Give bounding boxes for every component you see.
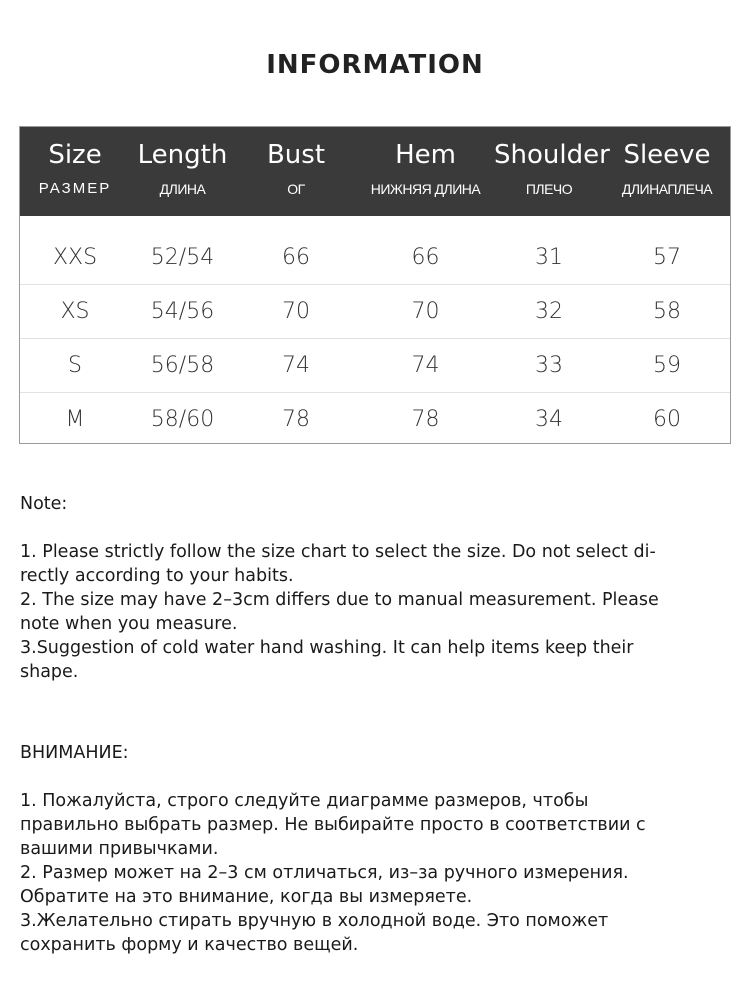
note-english: [20, 492, 720, 684]
cell-size: S: [68, 353, 82, 378]
note-russian: [20, 741, 720, 957]
header-sleeve-en: Sleeve: [623, 140, 711, 170]
cell-hem: 74: [411, 353, 440, 378]
table-row: [20, 339, 730, 393]
note-line: 1. Пожалуйста, строго следуйте диаграмме размеров, чтобы: [20, 791, 589, 811]
cell-length: 52/54: [150, 245, 215, 270]
cell-sleeve: 57: [653, 245, 681, 270]
header-shoulder-en: Shoulder: [494, 140, 610, 170]
cell-shoulder: 32: [535, 299, 563, 324]
header-sleeve-ru: ДЛИНАПЛЕЧА: [621, 181, 713, 197]
table-row: [20, 393, 730, 447]
note-heading: ВНИМАНИЕ:: [20, 743, 129, 763]
note-line: 2. The size may have 2–3cm differs due to manual measurement. Please: [20, 590, 659, 610]
cell-sleeve: 60: [653, 407, 681, 432]
table-row: [20, 285, 730, 339]
header-bust: [235, 127, 357, 216]
cell-hem: 78: [411, 407, 440, 432]
cell-size: M: [65, 407, 85, 432]
cell-bust: 78: [282, 407, 310, 432]
cell-sleeve: 58: [653, 299, 681, 324]
note-line: shape.: [20, 662, 79, 682]
cell-length: 58/60: [150, 407, 215, 432]
header-size-ru: РАЗМЕР: [38, 180, 112, 197]
note-heading: Note:: [20, 494, 68, 514]
note-line: rectly according to your habits.: [20, 566, 294, 586]
header-length-ru: ДЛИНА: [159, 181, 206, 197]
cell-hem: 70: [411, 299, 440, 324]
cell-size: XXS: [52, 245, 98, 270]
note-line: вашими привычками.: [20, 839, 219, 859]
header-sleeve: [604, 127, 730, 216]
table-header: [20, 127, 730, 216]
header-bust-en: Bust: [266, 140, 326, 170]
cell-shoulder: 31: [535, 245, 563, 270]
table-row: [20, 231, 730, 285]
cell-bust: 66: [282, 245, 310, 270]
header-size: [20, 127, 130, 216]
size-chart-table: [19, 126, 731, 444]
note-line: note when you measure.: [20, 614, 238, 634]
note-line: 3.Suggestion of cold water hand washing. It can help items keep their: [20, 638, 634, 658]
cell-bust: 70: [282, 299, 310, 324]
header-shoulder-ru: ПЛЕЧО: [525, 181, 573, 197]
cell-shoulder: 33: [535, 353, 563, 378]
note-line: Обратите на это внимание, когда вы измеряете.: [20, 887, 473, 907]
cell-sleeve: 59: [653, 353, 681, 378]
cell-bust: 74: [282, 353, 310, 378]
header-length-en: Length: [137, 140, 228, 170]
header-bust-ru: ОГ: [287, 181, 305, 197]
cell-hem: 66: [411, 245, 440, 270]
header-size-en: Size: [48, 140, 102, 170]
cell-size: XS: [60, 299, 90, 324]
note-line: 3.Желательно стирать вручную в холодной воде. Это поможет: [20, 911, 609, 931]
header-hem-ru: НИЖНЯЯ ДЛИНА: [370, 181, 481, 197]
note-line: 1. Please strictly follow the size chart to select the size. Do not select di-: [20, 542, 656, 562]
header-hem: [357, 127, 494, 216]
page-title: INFORMATION: [266, 50, 484, 80]
cell-shoulder: 34: [535, 407, 563, 432]
note-line: 2. Размер может на 2–3 см отличаться, из–за ручного измерения.: [20, 863, 629, 883]
cell-length: 56/58: [150, 353, 215, 378]
note-line: сохранить форму и качество вещей.: [20, 935, 359, 955]
header-hem-en: Hem: [395, 140, 456, 170]
header-length: [130, 127, 235, 216]
header-shoulder: [494, 127, 610, 216]
note-line: правильно выбрать размер. Не выбирайте просто в соответствии с: [20, 815, 646, 835]
cell-length: 54/56: [150, 299, 215, 324]
